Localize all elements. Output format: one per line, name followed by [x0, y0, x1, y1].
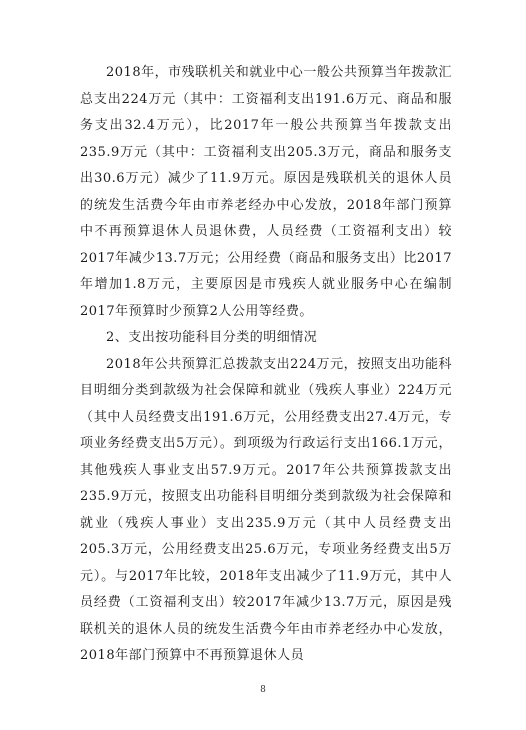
page-number: 8 [260, 685, 266, 695]
section-heading-function-expenditure: 2、支出按功能科目分类的明细情况 [106, 330, 318, 345]
document-body [80, 60, 452, 670]
paragraph-function-expenditure: 2018年公共预算汇总拨款支出224万元，按照支出功能科目明细分类到款级为社会保障和就业（残疾人事业）224万元（其中人员经费支出191.6万元，公用经费支出27.4万元，专项业务经费支出5万元）。到项级为行政运行支出166.1万元，其他残疾人事业支出57.9万元。2017年公共预算拨款支出235.9万元，按照支出功能科目明细分类到款级为社会保障和就业（残疾人事业）支出235.9万元（其中人员经费支出205.3万元，公用经费支出25.6万元，专项业务经费支出5万元）。与2017年比较，2018年支出减少了11.9万元，其中人员经费（工资福利支出）较2017年减少13.7万元，原因是残联机关的退休人员的统发生活费今年由市养老经办中心发放，2018年部门预算中不再预算退休人员 [80, 356, 452, 663]
paragraph-budget-summary: 2018年，市残联机关和就业中心一般公共预算当年拨款汇总支出224万元（其中：工资福利支出191.6万元、商品和服务支出32.4万元），比2017年一般公共预算当年拨款支出235.9万元（其中：工资福利支出205.3万元，商品和服务支出30.6万元）减少了11.9万元。原因是残联机关的退休人员的统发生活费今年由市养老经办中心发放，2018年部门预算中不再预算退休人员退休费，人员经费（工资福利支出）较2017年减少13.7万元；公用经费（商品和服务支出）比2017年增加1.8万元，主要原因是市残疾人就业服务中心在编制2017年预算时少预算2人公用等经费。 [80, 65, 452, 319]
